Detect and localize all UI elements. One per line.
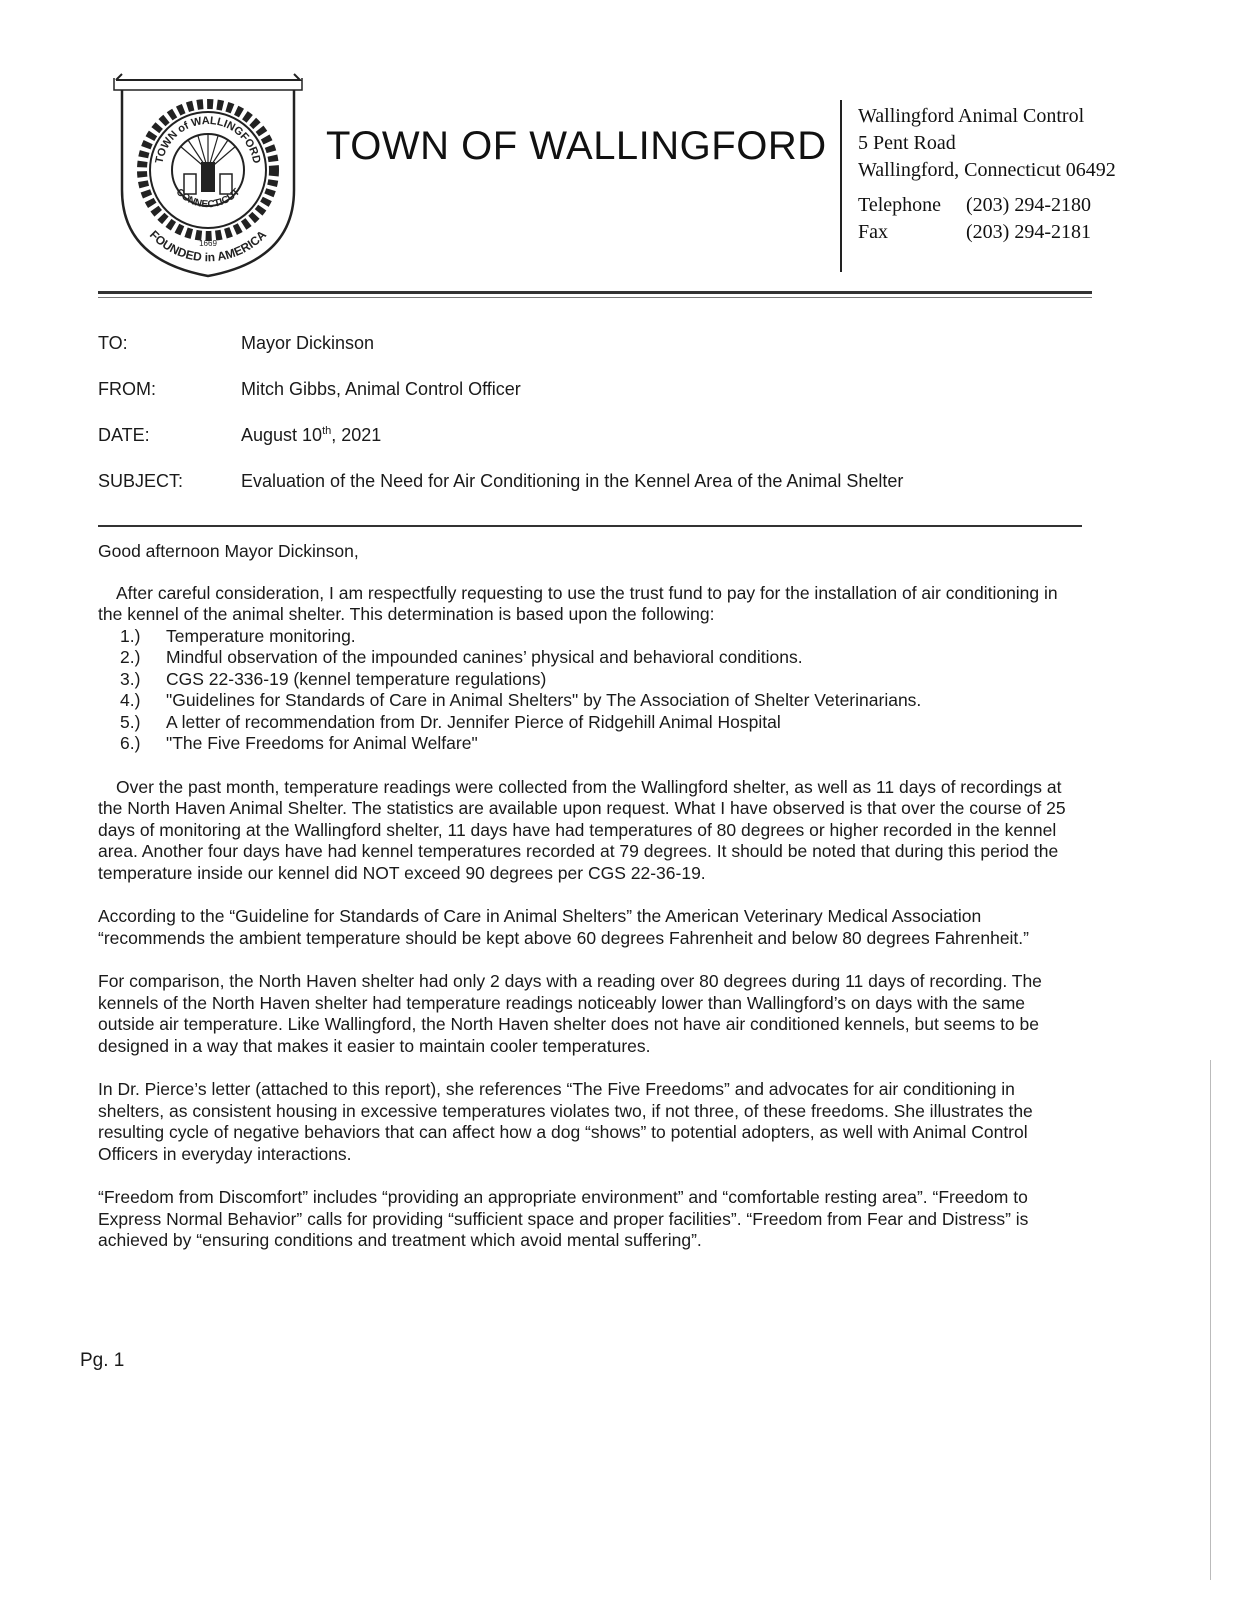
page-number: Pg. 1 bbox=[80, 1350, 125, 1371]
fax-row bbox=[858, 219, 1238, 246]
memo-subject-row bbox=[98, 471, 1088, 517]
seal-year: 1669 bbox=[199, 239, 217, 248]
paragraph-guidelines: According to the “Guideline for Standards of Care in Animal Shelters” the American Veterinary Medical Association “recommends the ambient temperature should be kept above 60 degrees Fahrenheit and below 80 degrees Fahrenheit.” bbox=[98, 906, 1029, 948]
date-suffix: th bbox=[322, 425, 332, 437]
memo-divider bbox=[98, 525, 1082, 527]
memo-date-row bbox=[98, 425, 1088, 471]
letterhead-divider bbox=[840, 100, 842, 272]
subject-value: Evaluation of the Need for Air Conditioning in the Kennel Area of the Animal Shelter bbox=[241, 471, 904, 491]
header-rule-thin bbox=[98, 297, 1092, 298]
from-value: Mitch Gibbs, Animal Control Officer bbox=[241, 379, 521, 399]
seal-top-text: TOWN of WALLINGFORD bbox=[153, 114, 263, 165]
paragraph-dr-pierce: In Dr. Pierce’s letter (attached to this report), she references “The Five Freedoms” and advocates for air conditioning in shelters, as consistent housing in excessive temperatures violates two, if not three, of these freedoms. She illustrates the resulting cycle of negative behaviors that can affect how a dog “shows” to potential adopters, as well with Animal Control Officers in everyday interactions. bbox=[98, 1079, 1033, 1164]
town-title: TOWN OF WALLINGFORD bbox=[326, 124, 827, 168]
street-address: 5 Pent Road bbox=[858, 132, 956, 154]
date-label: DATE: bbox=[98, 425, 150, 445]
to-value: Mayor Dickinson bbox=[241, 333, 375, 353]
header-rule bbox=[98, 291, 1092, 294]
from-label: FROM: bbox=[98, 379, 156, 399]
fax-label: Fax bbox=[858, 221, 888, 243]
paragraph-freedoms: “Freedom from Discomfort” includes “providing an appropriate environment” and “comfortable resting area”. “Freedom to Express Normal Behavior” calls for providing “sufficient space and proper facilities”. “Freedom from Fear and Distress” is achieved by “ensuring conditions and treatment which avoid mental suffering”. bbox=[98, 1187, 1029, 1250]
date-year: , 2021 bbox=[331, 425, 382, 445]
reason-text: "Guidelines for Standards of Care in Animal Shelters" by The Association of Shelter Veterinarians. bbox=[166, 690, 922, 710]
telephone-row bbox=[858, 192, 1238, 219]
greeting: Good afternoon Mayor Dickinson, bbox=[98, 541, 359, 561]
reason-text: Mindful observation of the impounded canines’ physical and behavioral conditions. bbox=[166, 647, 803, 667]
town-seal-logo bbox=[108, 70, 308, 280]
telephone-number: (203) 294-2180 bbox=[966, 194, 1091, 216]
reason-item bbox=[120, 647, 1068, 669]
reason-item bbox=[120, 690, 1068, 712]
paragraph-comparison: For comparison, the North Haven shelter had only 2 days with a reading over 80 degrees during 11 days of recording. The kennels of the North Haven shelter had temperature readings noticeably lower than Wallingford’s on days with the same outside air temperature. Like Wallingford, the North Haven shelter does not have air conditioned kennels, but seems to be designed in a way that makes it easier to maintain cooler temperatures. bbox=[98, 971, 1042, 1056]
city-address: Wallingford, Connecticut 06492 bbox=[858, 159, 1116, 181]
telephone-label: Telephone bbox=[858, 194, 942, 216]
intro-paragraph: After careful consideration, I am respectfully requesting to use the trust fund to pay for the installation of air conditioning in the kennel of the animal shelter. This determination is based upon the following: bbox=[98, 582, 1058, 624]
reason-number: 1.) bbox=[120, 625, 141, 646]
scan-edge-line bbox=[1210, 1060, 1211, 1580]
seal-bottom-text: FOUNDED in AMERICA bbox=[146, 227, 270, 265]
reason-item bbox=[120, 669, 1068, 691]
reason-item bbox=[120, 712, 1068, 734]
office-name: Wallingford Animal Control bbox=[858, 105, 1085, 127]
subject-label: SUBJECT: bbox=[98, 471, 184, 491]
reason-text: Temperature monitoring. bbox=[166, 625, 356, 646]
memo-to-row bbox=[98, 333, 1088, 379]
memo-header bbox=[98, 333, 1088, 517]
reason-text: "The Five Freedoms for Animal Welfare" bbox=[166, 733, 478, 753]
reasons-list bbox=[120, 626, 1068, 755]
reason-number: 6.) bbox=[120, 733, 141, 753]
seal-mid-text: CONNECTICUT bbox=[173, 186, 243, 211]
date-main: August 10 bbox=[241, 425, 323, 445]
paragraph-temperature-readings: Over the past month, temperature readings were collected from the Wallingford shelter, as well as 11 days of recordings at the North Haven Animal Shelter. The statistics are available upon request. What I have observed is that over the course of 25 days of monitoring at the Wallingford shelter, 11 days have had temperatures of 80 degrees or higher recorded in the kennel area. Another four days have had kennel temperatures recorded at 79 degrees. It should be noted that during this period the temperature inside our kennel did NOT exceed 90 degrees per CGS 22-36-19. bbox=[98, 776, 1066, 883]
reason-number: 4.) bbox=[120, 690, 141, 710]
reason-number: 5.) bbox=[120, 711, 141, 732]
memo-body bbox=[98, 541, 1068, 1252]
fax-number: (203) 294-2181 bbox=[966, 221, 1091, 243]
reason-text: A letter of recommendation from Dr. Jennifer Pierce of Ridgehill Animal Hospital bbox=[166, 711, 781, 732]
memo-from-row bbox=[98, 379, 1088, 425]
date-value bbox=[241, 425, 381, 446]
to-label: TO: bbox=[98, 333, 128, 353]
reason-number: 2.) bbox=[120, 647, 141, 667]
reason-text: CGS 22-336-19 (kennel temperature regulations) bbox=[166, 668, 547, 689]
contact-block bbox=[858, 103, 1238, 246]
reason-number: 3.) bbox=[120, 668, 141, 689]
reason-item bbox=[120, 626, 1068, 648]
reason-item bbox=[120, 733, 1068, 755]
